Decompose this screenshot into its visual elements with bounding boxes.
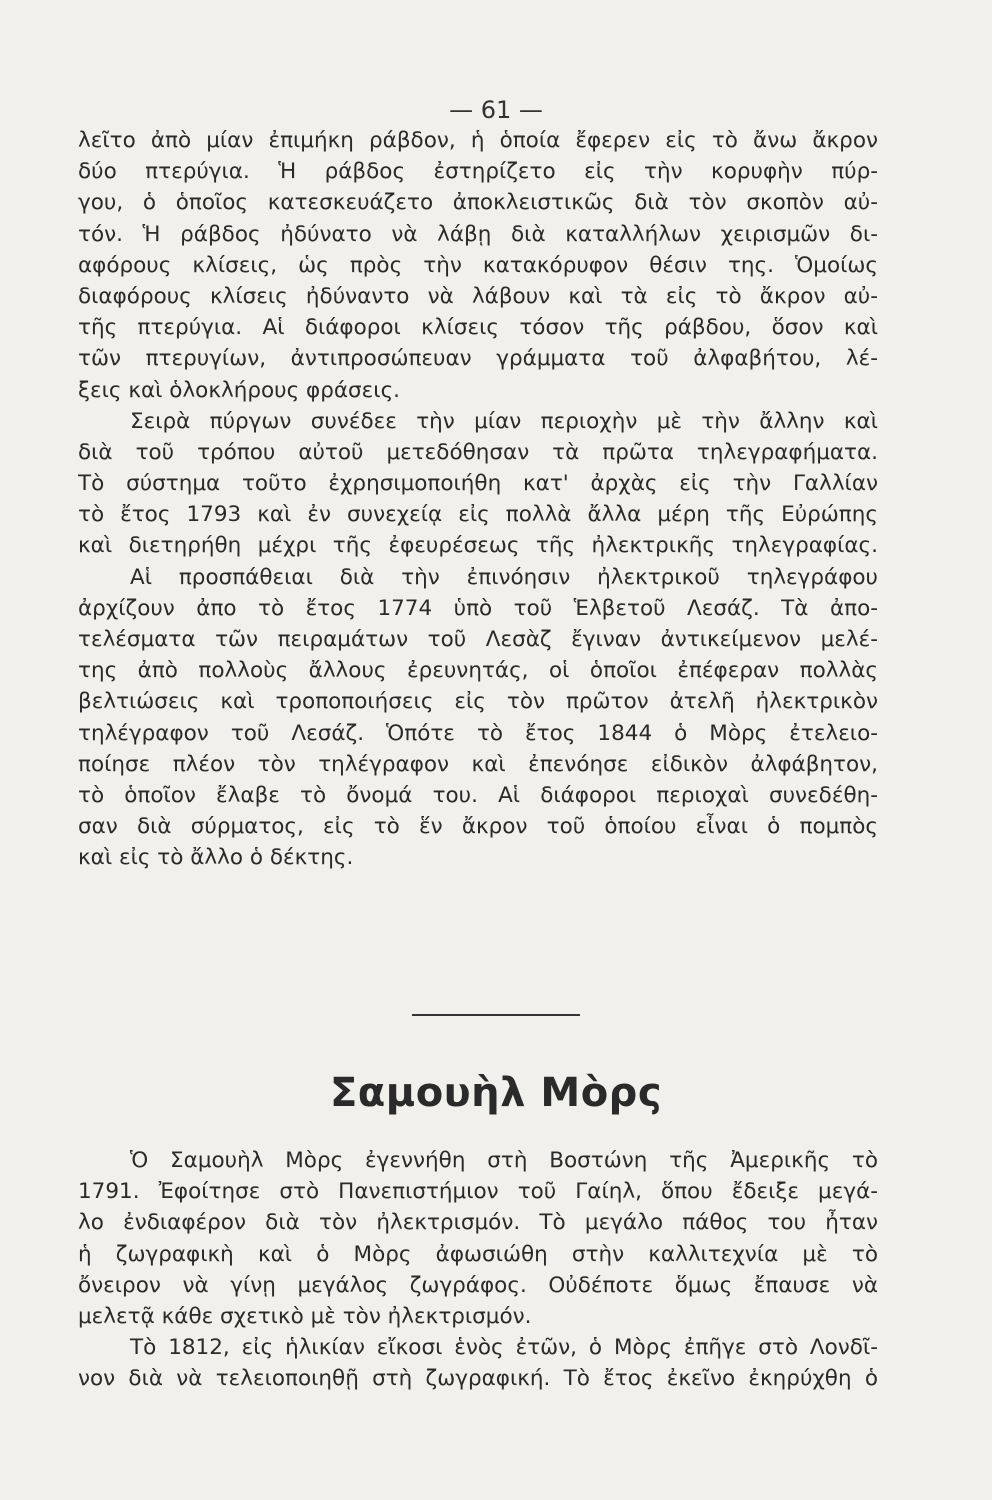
text-line: ξεις καὶ ὁλοκλήρους φράσεις.: [78, 377, 401, 403]
text-line: τηλέγραφον τοῦ Λεσάζ. Ὁπότε τὸ ἔτος 1844 ὁ Μὸρς ἐτελειο-: [78, 720, 878, 746]
text-line: τῆς πτερύγια. Αἱ διάφοροι κλίσεις τόσον τῆς ράβδου, ὅσον καὶ: [78, 315, 878, 341]
text-line: Σειρὰ πύργων συνέδεε τὴν μίαν περιοχὴν μὲ τὴν ἄλλην καὶ: [130, 408, 878, 434]
text-line: λο ἐνδιαφέρον διὰ τὸν ἠλεκτρισμόν. Τὸ μεγάλο πάθος του ἦταν: [78, 1210, 878, 1236]
text-line: τῶν πτερυγίων, ἀντιπροσώπευαν γράμματα τοῦ ἀλφαβήτου, λέ-: [78, 346, 878, 372]
text-line: τελέσματα τῶν πειραμάτων τοῦ Λεσὰζ ἔγιναν ἀντικείμενον μελέ-: [78, 627, 878, 652]
section-divider: [412, 1014, 580, 1016]
text-line: ποίησε πλέον τὸν τηλέγραφον καὶ ἐπενόησε εἰδικὸν ἀλφάβητον,: [78, 751, 878, 777]
text-line: δύο πτερύγια. Ἡ ράβδος ἐστηρίζετο εἰς τὴν κορυφὴν πύρ-: [78, 159, 878, 185]
text-line: Ὁ Σαμουὴλ Μὸρς ἐγεννήθη στὴ Βοστώνη τῆς Ἀμερικῆς τὸ: [130, 1148, 878, 1173]
text-line: διὰ τοῦ τρόπου αὐτοῦ μετεδόθησαν τὰ πρῶτα τηλεγραφήματα.: [78, 439, 878, 465]
text-line: καὶ διετηρήθη μέχρι τῆς ἐφευρέσεως τῆς ἠλεκτρικῆς τηλεγραφίας.: [78, 533, 878, 559]
body-text-top: [78, 125, 878, 874]
text-line: τόν. Ἡ ράβδος ἠδύνατο νὰ λάβῃ διὰ καταλλήλων χειρισμῶν δι-: [78, 221, 878, 247]
section-heading: Σαμουὴλ Μὸρς: [329, 1070, 663, 1116]
text-line: σαν διὰ σύρματος, εἰς τὸ ἕν ἄκρον τοῦ ὁποίου εἶναι ὁ πομπὸς: [78, 814, 878, 840]
text-line: ἀρχίζουν ἀπο τὸ ἔτος 1774 ὑπὸ τοῦ Ἑλβετοῦ Λεσάζ. Τὰ ἀπο-: [78, 595, 878, 621]
text-line: βελτιώσεις καὶ τροποποιήσεις εἰς τὸν πρῶτον ἀτελῆ ἠλεκτρικὸν: [78, 689, 878, 715]
text-line: γου, ὁ ὁποῖος κατεσκευάζετο ἀποκλειστικῶς διὰ τὸν σκοπὸν αὐ-: [78, 190, 878, 216]
text-line: τὸ ὁποῖον ἔλαβε τὸ ὄνομά του. Αἱ διάφοροι περιοχαὶ συνεδέθη-: [78, 782, 878, 808]
text-line: της ἀπὸ πολλοὺς ἄλλους ἐρευνητάς, οἱ ὁποῖοι ἐπέφεραν πολλὰς: [78, 658, 878, 684]
text-line: αφόρους κλίσεις, ὡς πρὸς τὴν κατακόρυφον θέσιν της. Ὁμοίως: [78, 252, 878, 278]
text-line: ὄνειρον νὰ γίνῃ μεγάλος ζωγράφος. Οὐδέποτε ὅμως ἔπαυσε νὰ: [78, 1272, 878, 1298]
text-line: Τὸ σύστημα τοῦτο ἐχρησιμοποιήθη κατ' ἀρχὰς εἰς τὴν Γαλλίαν: [78, 471, 878, 497]
text-line: Αἱ προσπάθειαι διὰ τὴν ἐπινόησιν ἠλεκτρικοῦ τηλεγράφου: [130, 564, 878, 590]
text-line: καὶ εἰς τὸ ἄλλο ὁ δέκτης.: [78, 845, 354, 871]
text-line: μελετᾷ κάθε σχετικὸ μὲ τὸν ἠλεκτρισμόν.: [78, 1303, 532, 1329]
text-line: 1791. Ἐφοίτησε στὸ Πανεπιστήμιον τοῦ Γαίηλ, ὅπου ἔδειξε μεγά-: [78, 1179, 878, 1205]
text-line: τὸ ἔτος 1793 καὶ ἐν συνεχείᾳ εἰς πολλὰ ἄλλα μέρη τῆς Εὐρώπης: [78, 502, 878, 528]
text-line: λεῖτο ἀπὸ μίαν ἐπιμήκη ράβδον, ἡ ὁποία ἔφερεν εἰς τὸ ἄνω ἄκρον: [78, 128, 878, 153]
body-text-bottom: [78, 1145, 878, 1395]
text-line: νον διὰ νὰ τελειοποιηθῇ στὴ ζωγραφική. Τὸ ἔτος ἐκεῖνο ἐκηρύχθη ὁ: [78, 1366, 878, 1392]
text-line: Τὸ 1812, εἰς ἡλικίαν εἴκοσι ἑνὸς ἐτῶν, ὁ Μὸρς ἐπῆγε στὸ Λονδῖ-: [130, 1335, 878, 1361]
text-line: διαφόρους κλίσεις ἠδύναντο νὰ λάβουν καὶ τὰ εἰς τὸ ἄκρον αὐ-: [78, 283, 878, 309]
page-number: — 61 —: [449, 96, 543, 124]
text-line: ἡ ζωγραφικὴ καὶ ὁ Μὸρς ἀφωσιώθη στὴν καλλιτεχνία μὲ τὸ: [78, 1241, 878, 1267]
